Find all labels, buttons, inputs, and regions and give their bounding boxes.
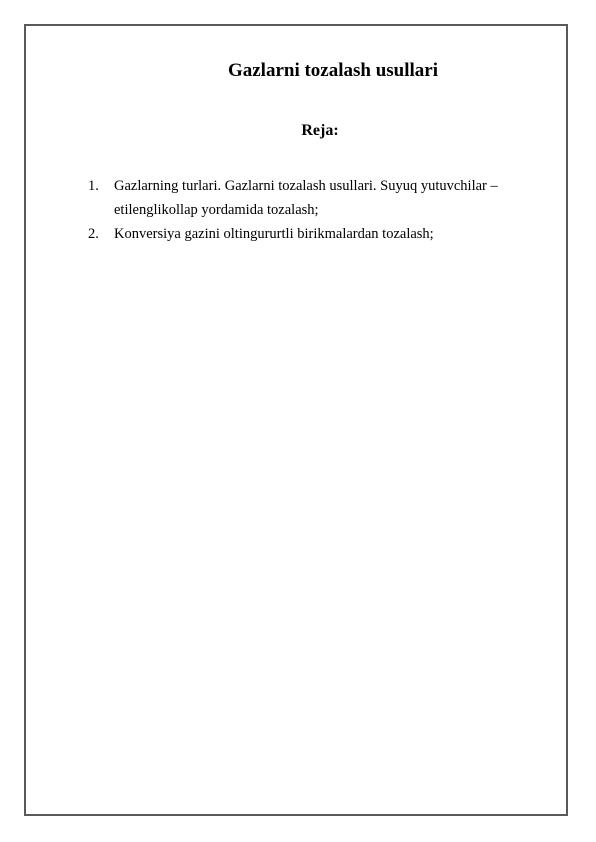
page-border bbox=[24, 24, 568, 816]
document-title: Gazlarni tozalash usullari bbox=[227, 60, 439, 81]
plan-item-text: Gazlarning turlari. Gazlarni tozalash usullari. Suyuq yutuvchilar – etilenglikollap yordamida tozalash; bbox=[114, 178, 498, 218]
plan-item-text: Konversiya gazini oltingururtli birikmalardan tozalash; bbox=[114, 226, 434, 242]
plan-item-number: 2. bbox=[88, 226, 99, 242]
plan-item bbox=[88, 174, 548, 222]
plan-item bbox=[88, 222, 548, 246]
plan-list bbox=[88, 174, 548, 246]
plan-heading: Reja: bbox=[301, 122, 339, 139]
plan-item-number: 1. bbox=[88, 178, 99, 194]
